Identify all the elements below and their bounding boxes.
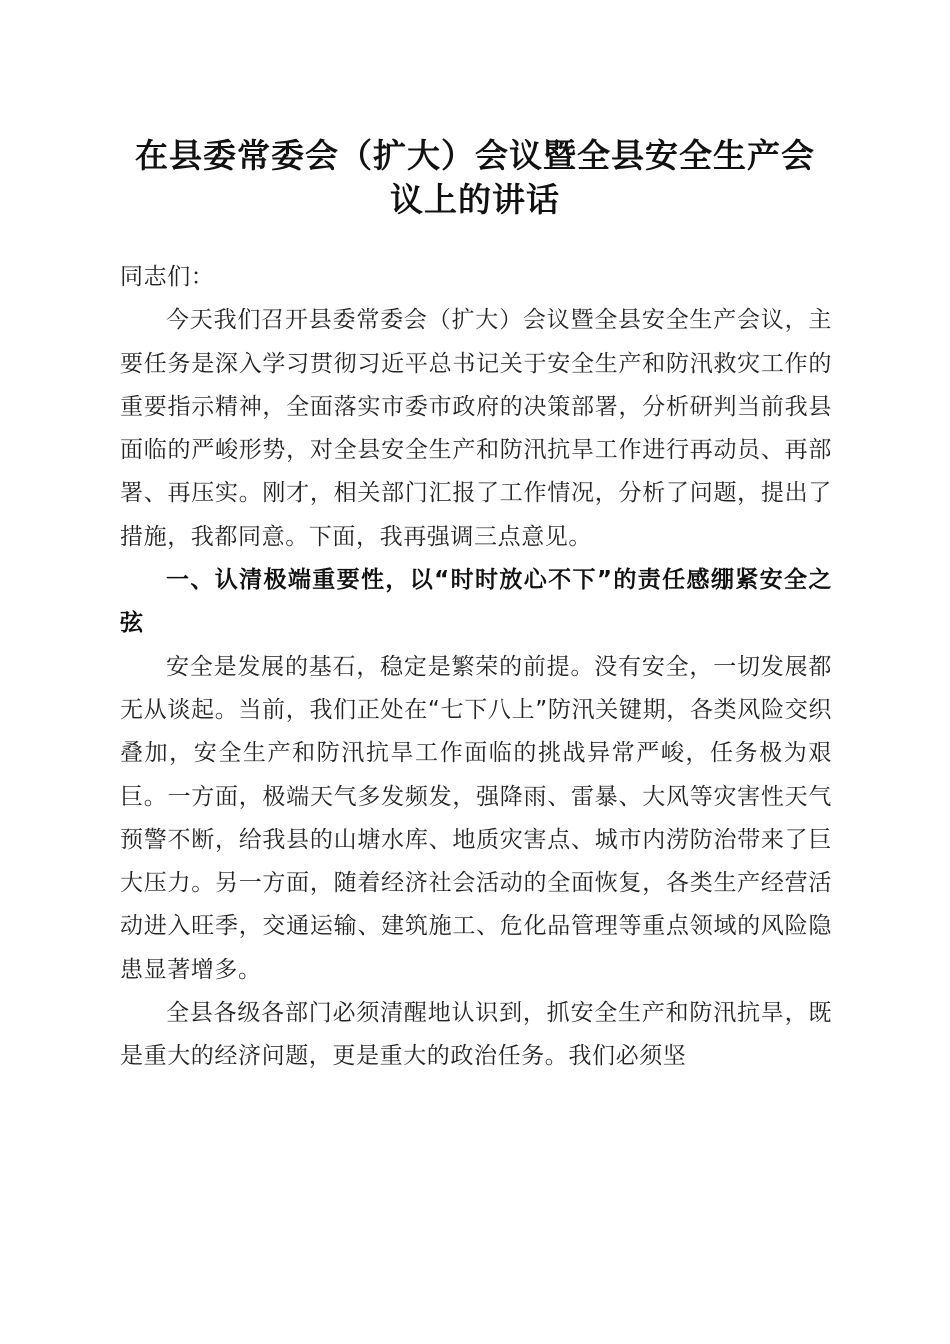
title-line-1: 在县委常委会（扩大）会议暨全县安全生产会 (135, 136, 815, 175)
section-1-heading: 一、认清极端重要性，以“时时放心不下”的责任感绷紧安全之弦 (120, 567, 832, 637)
document-body (120, 256, 832, 1079)
document-title (110, 134, 840, 222)
salutation: 同志们： (120, 264, 215, 290)
section-1-paragraph-1: 安全是发展的基石，稳定是繁荣的前提。没有安全，一切发展都无从谈起。当前，我们正处在“七下八上”防汛关键期，各类风险交织叠加，安全生产和防汛抗旱工作面临的挑战异常严峻，任务极为艰巨。一方面，极端天气多发频发，强降雨、雷暴、大风等灾害性天气预警不断，给我县的山塘水库、地质灾害点、城市内涝防治带来了巨大压力。另一方面，随着经济社会活动的全面恢复，各类生产经营活动进入旺季，交通运输、建筑施工、危化品管理等重点领域的风险隐患显著增多。 (120, 653, 832, 983)
title-line-2: 议上的讲话 (390, 180, 560, 219)
intro-paragraph: 今天我们召开县委常委会（扩大）会议暨全县安全生产会议，主要任务是深入学习贯彻习近平总书记关于安全生产和防汛救灾工作的重要指示精神，全面落实市委市政府的决策部署，分析研判当前我县面临的严峻形势，对全县安全生产和防汛抗旱工作进行再动员、再部署、再压实。刚才，相关部门汇报了工作情况，分析了问题，提出了措施，我都同意。下面，我再强调三点意见。 (120, 307, 832, 550)
section-1-paragraph-2: 全县各级各部门必须清醒地认识到，抓安全生产和防汛抗旱，既是重大的经济问题，更是重大的政治任务。我们必须坚 (120, 1000, 832, 1070)
